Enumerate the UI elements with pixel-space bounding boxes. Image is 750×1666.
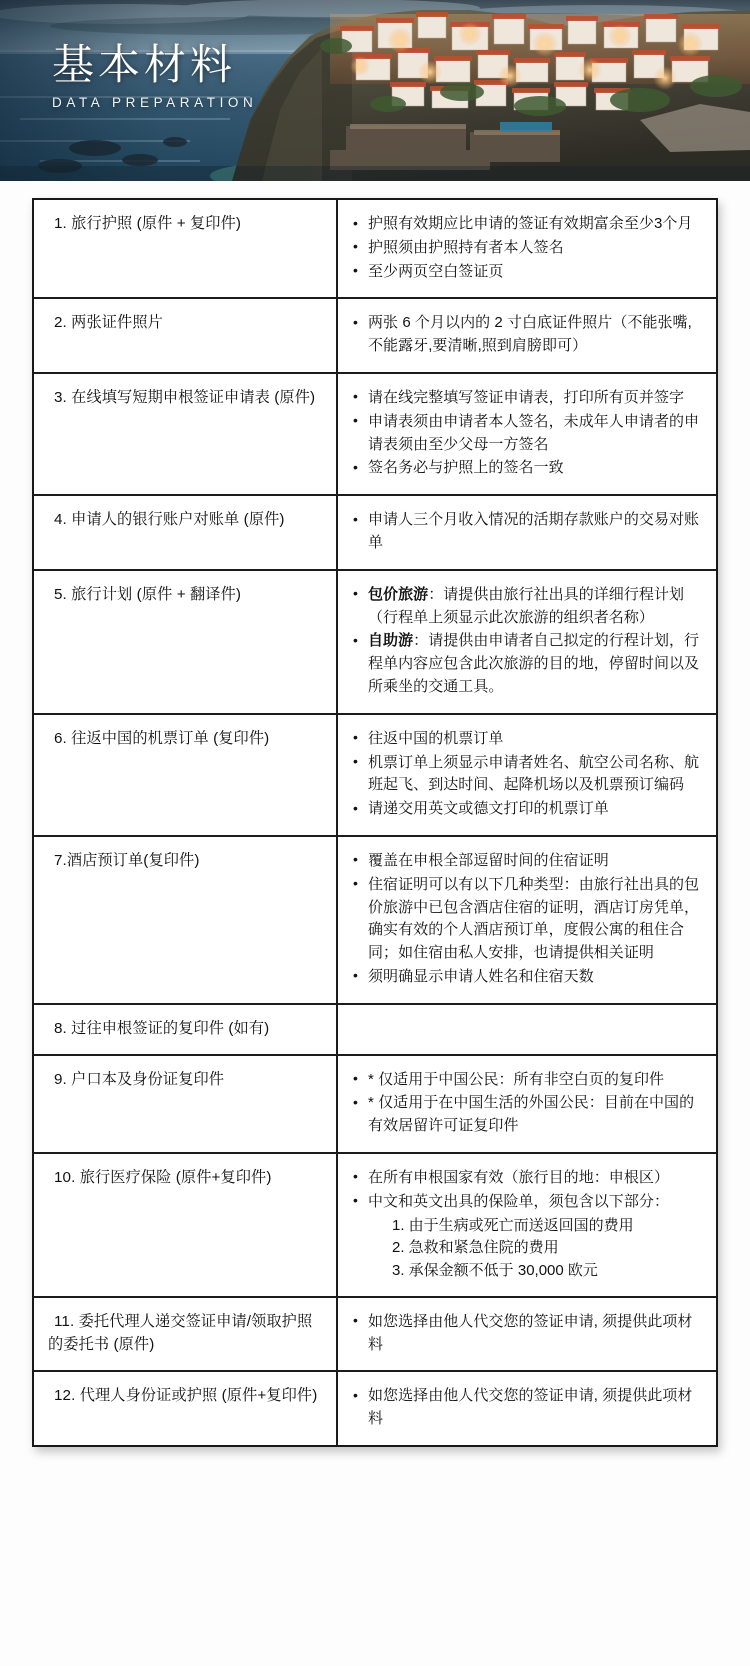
list-item: • * 仅适用于在中国生活的外国公民：目前在中国的有效居留许可证复印件 xyxy=(352,1092,704,1138)
list-item-text: ：请提供由旅行社出具的详细行程计划（行程单上须显示此次旅游的组织者名称） xyxy=(368,585,685,626)
list-item-lead: 包价旅游 xyxy=(368,585,429,603)
detail-list xyxy=(352,213,704,283)
page-title-en: DATA PREPARATION xyxy=(52,95,258,111)
numbered-sublist xyxy=(352,1215,704,1283)
list-item: • 如您选择由他人代交您的签证申请, 须提供此项材料 xyxy=(352,1311,704,1357)
item-detail-cell xyxy=(338,1298,716,1371)
detail-list xyxy=(352,850,704,989)
item-title-cell xyxy=(34,299,338,372)
detail-list xyxy=(352,387,704,480)
item-detail-cell xyxy=(338,496,716,569)
item-title-cell xyxy=(34,1372,338,1445)
hero-title-group xyxy=(52,44,257,110)
list-item: • 护照有效期应比申请的签证有效期富余至少3个月 xyxy=(352,213,704,236)
item-title: 2. 两张证件照片 xyxy=(54,314,163,332)
list-item: • 签名务必与护照上的签名一致 xyxy=(352,457,704,480)
detail-list xyxy=(352,1311,704,1357)
list-item: • * 仅适用于中国公民：所有非空白页的复印件 xyxy=(352,1069,704,1092)
list-item: • 中文和英文出具的保险单，须包含以下部分： xyxy=(352,1191,704,1214)
item-detail-cell xyxy=(338,571,716,713)
item-title: 7.酒店预订单(复印件) xyxy=(54,851,200,869)
detail-list xyxy=(352,584,704,699)
list-item: • 至少两页空白签证页 xyxy=(352,261,704,284)
table-row xyxy=(34,571,716,715)
list-item: • 覆盖在申根全部逗留时间的住宿证明 xyxy=(352,850,704,873)
item-detail-cell xyxy=(338,374,716,494)
list-item: • 如您选择由他人代交您的签证申请, 须提供此项材料 xyxy=(352,1385,704,1431)
sublist-item: 1. 由于生病或死亡而送返回国的费用 xyxy=(392,1216,634,1234)
list-item: • 住宿证明可以有以下几种类型：由旅行社出具的包价旅游中已包含酒店住宿的证明，酒店订房凭单，确实有效的个人酒店预订单，度假公寓的租住合同；如住宿由私人安排，也请提供相关证明 xyxy=(352,874,704,965)
requirements-table xyxy=(32,198,718,1447)
item-detail-cell xyxy=(338,1056,716,1152)
list-item: • 在所有申根国家有效（旅行目的地：申根区） xyxy=(352,1167,704,1190)
detail-list xyxy=(352,509,704,555)
table-row xyxy=(34,496,716,571)
item-title: 4. 申请人的银行账户对账单 (原件) xyxy=(54,511,285,529)
item-title: 1. 旅行护照 (原件 + 复印件) xyxy=(54,215,242,232)
item-detail-cell xyxy=(338,200,716,297)
item-title: 10. 旅行医疗保险 (原件+复印件) xyxy=(54,1168,272,1186)
table-row xyxy=(34,1005,716,1056)
item-title: 11. 委托代理人递交签证申请/领取护照的委托书 (原件) xyxy=(48,1312,313,1353)
list-item: • 须明确显示申请人姓名和住宿天数 xyxy=(352,966,704,989)
table-row xyxy=(34,715,716,837)
item-title-cell xyxy=(34,837,338,1003)
list-item-text: ：请提供由申请者自己拟定的行程计划，行程单内容应包含此次旅游的目的地，停留时间以及所乘坐的交通工具。 xyxy=(368,632,700,695)
list-item xyxy=(352,630,704,698)
item-detail-cell xyxy=(338,1005,716,1054)
item-title: 12. 代理人身份证或护照 (原件+复印件) xyxy=(54,1387,318,1405)
item-title: 8. 过往申根签证的复印件 (如有) xyxy=(54,1019,270,1037)
detail-list xyxy=(352,1069,704,1138)
list-item: • 两张 6 个月以内的 2 寸白底证件照片（不能张嘴,不能露牙,要清晰,照到肩膀即可） xyxy=(352,312,704,358)
item-title-cell xyxy=(34,1154,338,1296)
table-row xyxy=(34,1298,716,1373)
item-detail-cell xyxy=(338,715,716,835)
detail-list xyxy=(352,1385,704,1431)
table-row xyxy=(34,200,716,299)
item-title: 3. 在线填写短期申根签证申请表 (原件) xyxy=(54,388,316,406)
hero-banner xyxy=(0,0,750,181)
list-item: • 护照须由护照持有者本人签名 xyxy=(352,237,704,260)
detail-list xyxy=(352,728,704,821)
sublist-item: 2. 急救和紧急住院的费用 xyxy=(392,1239,559,1257)
item-title: 6. 往返中国的机票订单 (复印件) xyxy=(54,729,270,747)
item-title: 9. 户口本及身份证复印件 xyxy=(54,1070,225,1088)
detail-list xyxy=(352,1167,704,1214)
item-title-cell xyxy=(34,374,338,494)
list-item-lead: 自助游 xyxy=(368,632,414,650)
item-detail-cell xyxy=(338,1154,716,1296)
item-title-cell xyxy=(34,1056,338,1152)
table-row xyxy=(34,1056,716,1154)
item-title-cell xyxy=(34,715,338,835)
list-item: • 请递交用英文或德文打印的机票订单 xyxy=(352,798,704,821)
list-item: • 往返中国的机票订单 xyxy=(352,728,704,751)
item-title-cell xyxy=(34,200,338,297)
item-detail-cell xyxy=(338,1372,716,1445)
table-row xyxy=(34,837,716,1005)
sublist-item: 3. 承保金额不低于 30,000 欧元 xyxy=(392,1262,598,1280)
table-row xyxy=(34,374,716,496)
detail-list xyxy=(352,312,704,358)
list-item: • 申请表须由申请者本人签名，未成年人申请者的申请表须由至少父母一方签名 xyxy=(352,411,704,457)
list-item: • 机票订单上须显示申请者姓名、航空公司名称、航班起飞、到达时间、起降机场以及机票预订编码 xyxy=(352,752,704,798)
item-detail-cell xyxy=(338,837,716,1003)
table-row xyxy=(34,1154,716,1298)
item-detail-cell xyxy=(338,299,716,372)
table-row xyxy=(34,299,716,374)
item-title-cell xyxy=(34,1298,338,1371)
item-title-cell xyxy=(34,1005,338,1054)
list-item: • 申请人三个月收入情况的活期存款账户的交易对账单 xyxy=(352,509,704,555)
list-item xyxy=(352,584,704,630)
page-title-cn: 基本材料 xyxy=(52,43,237,89)
item-title: 5. 旅行计划 (原件 + 翻译件) xyxy=(54,585,242,603)
item-title-cell xyxy=(34,496,338,569)
item-title-cell xyxy=(34,571,338,713)
table-row xyxy=(34,1372,716,1445)
list-item: • 请在线完整填写签证申请表，打印所有页并签字 xyxy=(352,387,704,410)
